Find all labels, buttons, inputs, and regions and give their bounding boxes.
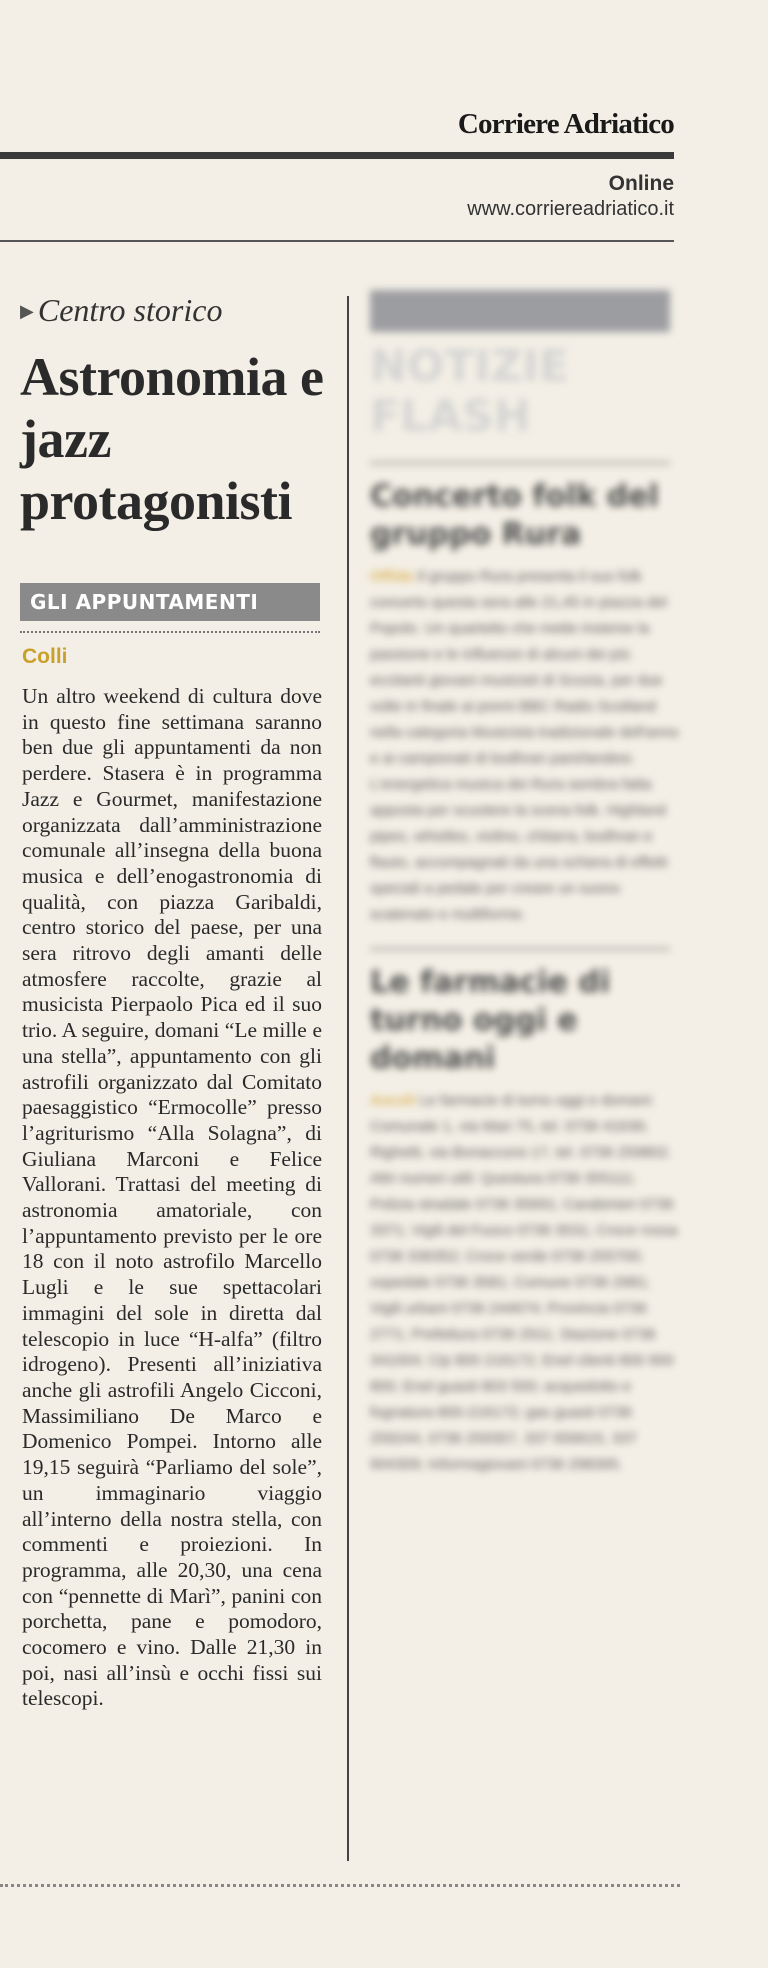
- blurred-sidebar: [370, 290, 680, 1478]
- bottom-rule: [0, 1884, 680, 1890]
- website-url: www.corriereadriatico.it: [467, 198, 674, 220]
- dotted-divider: [20, 631, 320, 633]
- news-body: [370, 564, 680, 928]
- news-title: Concerto folk del gruppo Rura: [370, 479, 659, 552]
- sidebar-divider: [370, 462, 670, 464]
- column-divider: [347, 296, 349, 1861]
- header-rule: [0, 152, 674, 159]
- news-title: Le farmacie di turno oggi e domani: [370, 965, 611, 1076]
- news-place: Offida: [370, 568, 414, 585]
- header-divider: [0, 240, 674, 242]
- section-label: GLI APPUNTAMENTI: [30, 590, 259, 614]
- online-label: Online: [608, 172, 674, 195]
- sidebar-section-bar: [370, 290, 670, 332]
- news-text: Il gruppo Rura presenta il suo folk concerto questa sera alle 21,45 in piazza del Popolo. Un quartetto che mette insieme la passione e le influenze di alcuni dei più eccitanti giovani musicisti di Scozia, per due volte in finale ai premi BBC Radio Scotland nella categoria Musicista tradizionale dell'anno e ai campionati di bodhran panirlandesi. L'energetica musica dei Rura sembra fatta apposta per scuotere la scena folk. Highland pipes, whistles, violino, chitarra, bodhran e flauto, accompagnati da una schiera di effetti speciali a pedale per creare un suono scatenato e multiforme.: [370, 568, 679, 923]
- article-body: Un altro weekend di cultura dove in questo fine settimana saranno ben due gli appuntamenti da non perdere. Stasera è in programma Jazz e Gourmet, manifestazione organizzata dall’amministrazione comunale all’insegna della buona musica e dell’enogastronomia di qualità, con piazza Garibaldi, centro storico del paese, per una sera ritrovo degli amanti delle atmosfere raccolte, grazie al musicista Pierpaolo Pica ed il suo trio. A seguire, domani “Le mille e una stella”, appuntamento con gli astrofili organizzato dal Comitato paesaggistico “Ermocolle” presso l’agriturismo “Alla Solagna”, di Giuliana Marconi e Felice Vallorani. Trattasi del meeting di astronomia amatoriale, con l’appuntamento previsto per le ore 18 con il noto astrofilo Marcello Lugli e le sue spettacolari immagini del sole in diretta dal telescopio in luce “H-alfa” (filtro idrogeno). Presenti all’iniziativa anche gli astrofili Angelo Cicconi, Massimiliano De Marco e Domenico Pompei. Intorno alle 19,15 seguirà “Parliamo del sole”, un immaginario viaggio all’interno della nostra stella, con commenti e proiezioni. In programma, alle 20,30, una cena con “pennette di Marì”, panini con porchetta, pane e pomodoro, cocomero e vino. Dalle 21,30 in poi, nasi all’insù e occhi fissi sui telescopi.: [22, 684, 322, 1711]
- masthead-logo: Corriere Adriatico: [457, 108, 674, 140]
- sidebar-divider: [370, 948, 670, 950]
- news-body: [370, 1088, 680, 1478]
- news-text: Le farmacie di turno oggi e domani: Comunale 1, via Mari 75, tel. 0736 41636; Righetti, via Bonaccorsi 17, tel. 0736 259802. Altri numeri utili: Questura 0736 355111; Polizia stradale 0736 35691; Carabinieri 0736 3371; Vigili del Fuoco 0736 3531; Croce rossa 0736 336352; Croce verde 0736 255700; ospedale 0736 3581; Comune 0736 2981; Vigili urbani 0736 244674; Provincia 0736 2771; Prefettura 0736 2911; Stazione 0736 341004; Cip 800 216172; Enel clienti 800 900 800; Enel guasti 803 500; acquedotto e fognatura 800-216172; gas guasti 0736 259244, 0736 259357, 337 656615, 337 904309; Informagiovani 0736 298395.: [370, 1092, 678, 1473]
- news-place: Ascoli: [370, 1092, 416, 1109]
- section-bar: [20, 583, 320, 621]
- sidebar-section-title: NOTIZIE FLASH: [370, 341, 569, 442]
- article-headline: Astronomia e jazz protagonisti: [20, 347, 324, 531]
- article-kicker: [20, 292, 222, 329]
- article-place: Colli: [22, 645, 68, 668]
- kicker-text: Centro storico: [37, 292, 223, 328]
- triangle-bullet-icon: ▶: [20, 301, 34, 321]
